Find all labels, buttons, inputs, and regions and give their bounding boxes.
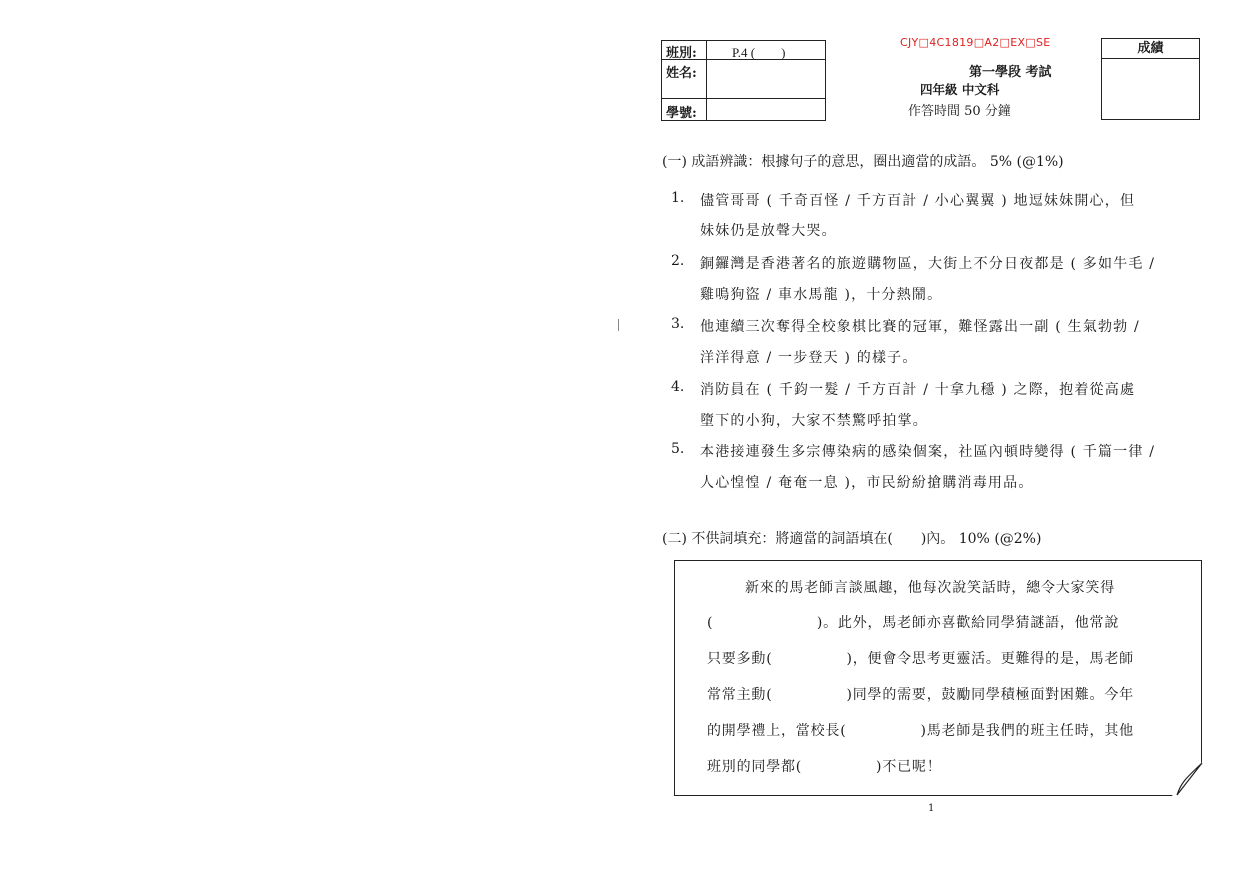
question-number: 5.	[671, 441, 685, 457]
scan-mark	[618, 319, 619, 331]
student-no-label: 學號:	[666, 106, 697, 121]
class-row	[662, 41, 825, 60]
class-value: P.4 ( )	[732, 45, 786, 60]
name-label: 姓名:	[666, 66, 697, 81]
section1-title: (一) 成語辨識：根據句子的意思，圈出適當的成語。 5% (@1%)	[662, 154, 1064, 170]
exam-title: 第一學段 考試	[969, 65, 1052, 80]
info-divider	[706, 41, 707, 120]
question-line: 他連續三次奪得全校象棋比賽的冠軍，難怪露出一副 ( 生氣勃勃 /	[700, 319, 1140, 335]
passage-line: 常常主動( )同學的需要，鼓勵同學積極面對困難。今年	[707, 687, 1134, 703]
class-label: 班別:	[666, 46, 697, 61]
question-line: 洋洋得意 / 一步登天 ) 的樣子。	[700, 350, 918, 366]
question-line: 雞鳴狗盜 / 車水馬龍 )，十分熱鬧。	[700, 287, 943, 303]
question-line: 本港接連發生多宗傳染病的感染個案，社區內頓時變得 ( 千篇一律 /	[700, 444, 1156, 460]
question-line: 墮下的小狗，大家不禁驚呼拍掌。	[700, 413, 928, 429]
section2-title: (二) 不供詞填充：將適當的詞語填在( )內。 10% (@2%)	[662, 531, 1042, 547]
question-line: 消防員在 ( 千鈞一髮 / 千方百計 / 十拿九穩 ) 之際，抱着從高處	[700, 382, 1136, 398]
question-line: 人心惶惶 / 奄奄一息 )，市民紛紛搶購消毒用品。	[700, 475, 1034, 491]
question-line: 妹妹仍是放聲大哭。	[700, 223, 837, 239]
passage-line: 新來的馬老師言談風趣，他每次說笑話時，總令大家笑得	[745, 580, 1115, 596]
student-info-box	[661, 40, 826, 121]
student-no-row	[662, 98, 825, 120]
paper-code: CJY□4C1819□A2□EX□SE	[900, 36, 1051, 49]
passage-line: 只要多動( )，便會令思考更靈活。更難得的是，馬老師	[707, 651, 1134, 667]
grade-subject: 四年級 中文科	[920, 82, 1000, 97]
question-line: 儘管哥哥 ( 千奇百怪 / 千方百計 / 小心翼翼 ) 地逗妹妹開心，但	[700, 193, 1136, 209]
question-number: 3.	[671, 316, 685, 332]
page-number: 1	[928, 803, 935, 814]
question-number: 1.	[671, 190, 685, 206]
exam-duration: 作答時間 50 分鐘	[908, 104, 1011, 119]
folded-corner-icon	[1171, 761, 1203, 797]
question-number: 2.	[671, 253, 685, 269]
passage-line: 班別的同學都( )不已呢！	[707, 759, 942, 775]
question-number: 4.	[671, 379, 685, 395]
score-label: 成績	[1102, 39, 1199, 59]
name-row	[662, 59, 825, 99]
question-line: 銅鑼灣是香港著名的旅遊購物區，大街上不分日夜都是 ( 多如牛毛 /	[700, 256, 1156, 272]
score-box	[1101, 38, 1200, 120]
passage-line: 的開學禮上，當校長( )馬老師是我們的班主任時，其他	[707, 723, 1134, 739]
passage-line: ( )。此外，馬老師亦喜歡給同學猜謎語，他常說	[707, 615, 1120, 631]
